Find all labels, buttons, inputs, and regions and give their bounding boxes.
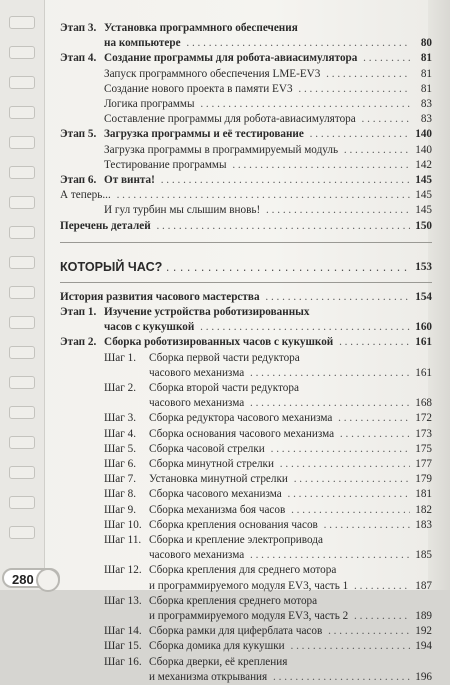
toc-page-number: 168 bbox=[415, 397, 432, 410]
toc-entry-title: Установка минутной стрелки bbox=[149, 473, 288, 486]
lego-stud-icon bbox=[9, 256, 35, 269]
page-number: 280 bbox=[12, 572, 34, 587]
toc-entry[interactable] bbox=[60, 624, 432, 639]
toc-entry[interactable] bbox=[60, 36, 432, 51]
toc-stage-label: Этап 6. bbox=[60, 174, 97, 186]
toc-entry[interactable] bbox=[60, 305, 432, 320]
toc-step-label: Шаг 13. bbox=[104, 594, 142, 607]
toc-entry-title: Перечень деталей bbox=[60, 219, 151, 232]
toc-entry-title: Создание нового проекта в памяти EV3 bbox=[104, 82, 293, 95]
toc-entry-title: на компьютере bbox=[104, 37, 181, 50]
toc-step-label: Шаг 3. bbox=[104, 412, 137, 425]
toc-entry[interactable] bbox=[60, 396, 432, 411]
toc-entry[interactable] bbox=[60, 503, 432, 518]
toc-step-label: Шаг 16. bbox=[104, 655, 142, 668]
lego-stud-icon bbox=[9, 346, 35, 359]
toc-page-number: 80 bbox=[420, 37, 432, 50]
toc-entry[interactable] bbox=[60, 82, 432, 97]
toc-page-number: 145 bbox=[415, 189, 432, 202]
toc-page-number: 189 bbox=[415, 610, 432, 622]
toc-entry-title: Сборка крепления для среднего мотора bbox=[149, 564, 337, 577]
toc-entry-title: Установка программного обеспечения bbox=[104, 22, 298, 34]
toc-page-number: 183 bbox=[415, 518, 432, 531]
toc-step-label: Шаг 11. bbox=[104, 534, 142, 546]
toc-step-label: Шаг 12. bbox=[104, 564, 142, 577]
toc-stage-label: Этап 4. bbox=[60, 52, 97, 65]
toc-entry-title: Сборка первой части редуктора bbox=[149, 351, 300, 364]
divider bbox=[60, 282, 432, 283]
toc-entry[interactable] bbox=[60, 594, 432, 609]
toc-page-number: 161 bbox=[415, 336, 432, 349]
toc-entry-title: Сборка рамки для циферблата часов bbox=[149, 625, 323, 638]
toc-step-label: Шаг 2. bbox=[104, 382, 137, 394]
toc-entry[interactable] bbox=[60, 21, 432, 36]
toc-entry[interactable] bbox=[60, 320, 432, 335]
toc-page-number: 177 bbox=[415, 458, 432, 470]
toc-page-number: 150 bbox=[415, 219, 432, 232]
toc-page-number: 81 bbox=[420, 67, 432, 80]
toc-stage-label: Этап 2. bbox=[60, 336, 97, 349]
toc-entry-title: Сборка дверки, её крепления bbox=[149, 655, 288, 668]
lego-stud-icon bbox=[9, 496, 35, 509]
toc-entry-title: часового механизма bbox=[149, 549, 245, 562]
lego-stud-icon bbox=[9, 466, 35, 479]
toc-step-label: Шаг 14. bbox=[104, 625, 142, 638]
toc-page-number: 140 bbox=[415, 143, 432, 156]
toc-entry-title: Сборка крепления основания часов bbox=[149, 518, 318, 531]
toc-entry-title: Сборка редуктора часового механизма bbox=[149, 412, 333, 425]
toc-entry-title: часового механизма bbox=[149, 366, 245, 379]
toc-entry[interactable] bbox=[60, 51, 432, 66]
toc-entry[interactable] bbox=[60, 442, 432, 457]
toc-entry[interactable] bbox=[60, 457, 432, 472]
toc-entry-title: Сборка механизма боя часов bbox=[149, 503, 286, 516]
toc-step-label: Шаг 5. bbox=[104, 442, 137, 455]
toc-entry-title: и программируемого модуля EV3, часть 1 bbox=[149, 579, 349, 592]
toc-entry[interactable] bbox=[60, 579, 432, 594]
toc-page-number: 142 bbox=[415, 158, 432, 171]
toc-entry-title: Составление программы для робота-авиасимулятора bbox=[104, 113, 356, 126]
toc-entry-title: История развития часового мастерства bbox=[60, 290, 260, 303]
toc-entry[interactable] bbox=[60, 335, 432, 350]
toc-entry[interactable] bbox=[60, 366, 432, 381]
toc-step-label: Шаг 7. bbox=[104, 473, 137, 486]
toc-entry[interactable] bbox=[60, 487, 432, 502]
toc-entry-title: Сборка роботизированных часов с кукушкой bbox=[104, 336, 334, 349]
toc-page-number: 161 bbox=[415, 366, 432, 379]
toc-entry[interactable] bbox=[60, 472, 432, 487]
toc-entry[interactable] bbox=[60, 381, 432, 396]
toc-page-number: 194 bbox=[415, 640, 432, 653]
lego-stud-icon bbox=[9, 376, 35, 389]
lego-stud-icon bbox=[9, 136, 35, 149]
toc-entry[interactable] bbox=[60, 127, 432, 142]
toc-entry[interactable] bbox=[60, 533, 432, 548]
toc-entry[interactable] bbox=[60, 563, 432, 578]
toc-entry-title: Сборка минутной стрелки bbox=[149, 458, 274, 470]
toc-entry-title: А теперь... bbox=[60, 189, 111, 202]
toc-entry[interactable] bbox=[60, 518, 432, 533]
toc-entry-title: Сборка основания часового механизма bbox=[149, 427, 335, 440]
toc-entry[interactable] bbox=[60, 290, 432, 305]
lego-stud-icon bbox=[9, 316, 35, 329]
toc-step-label: Шаг 6. bbox=[104, 458, 137, 470]
toc-entry-title: Создание программы для робота-авиасимулятора bbox=[104, 52, 358, 65]
toc-page-number: 181 bbox=[415, 488, 432, 501]
toc-entry-title: Логика программы bbox=[104, 98, 195, 110]
toc-entry-title: Тестирование программы bbox=[104, 158, 227, 171]
toc-page-number: 185 bbox=[415, 549, 432, 562]
toc-entry[interactable] bbox=[60, 609, 432, 624]
section-page-number: 153 bbox=[415, 260, 432, 273]
toc-page-number: 160 bbox=[415, 321, 432, 334]
toc-entry-title: Сборка и крепление электропривода bbox=[149, 534, 323, 546]
toc-entry-title: От винта! bbox=[104, 174, 155, 186]
toc-step-label: Шаг 15. bbox=[104, 640, 142, 653]
toc-page-number: 192 bbox=[415, 625, 432, 638]
toc-step-label: Шаг 8. bbox=[104, 488, 137, 501]
toc-entry-title: и механизма открывания bbox=[149, 670, 268, 683]
lego-stud-icon bbox=[9, 286, 35, 299]
toc-page-number: 182 bbox=[415, 503, 432, 516]
divider bbox=[60, 242, 432, 243]
toc-entry[interactable] bbox=[60, 427, 432, 442]
toc-page-number: 196 bbox=[415, 670, 432, 683]
lego-stud-icon bbox=[9, 106, 35, 119]
lego-stud-icon bbox=[9, 16, 35, 29]
toc-entry-title: И гул турбин мы слышим вновь! bbox=[104, 204, 261, 217]
toc-entry[interactable] bbox=[60, 219, 432, 234]
toc-entry[interactable] bbox=[60, 143, 432, 158]
section-title: КОТОРЫЙ ЧАС? bbox=[60, 259, 163, 274]
toc-entry[interactable] bbox=[60, 158, 432, 173]
toc-entry-title: и программируемого модуля EV3, часть 2 bbox=[149, 610, 349, 622]
lego-stud-icon bbox=[9, 196, 35, 209]
toc-page-number: 83 bbox=[420, 98, 432, 110]
toc-step-label: Шаг 1. bbox=[104, 351, 137, 364]
toc-entry-title: Сборка крепления среднего мотора bbox=[149, 594, 318, 607]
toc-entry[interactable] bbox=[60, 670, 432, 685]
toc-entry-title: часов с кукушкой bbox=[104, 321, 195, 334]
toc-page-number: 187 bbox=[415, 579, 432, 592]
toc-entry[interactable] bbox=[60, 173, 432, 188]
lego-stud-icon bbox=[9, 406, 35, 419]
toc-page-number: 172 bbox=[415, 412, 432, 425]
toc-page-number: 175 bbox=[415, 442, 432, 455]
toc-entry-title: часового механизма bbox=[149, 397, 245, 410]
toc-entry[interactable] bbox=[60, 67, 432, 82]
toc-entry-title: Сборка часового механизма bbox=[149, 488, 282, 501]
toc-step-label: Шаг 4. bbox=[104, 427, 137, 440]
toc-page-number: 179 bbox=[415, 473, 432, 486]
toc-entry[interactable] bbox=[60, 112, 432, 127]
toc-page-number: 145 bbox=[415, 204, 432, 217]
toc-entry[interactable] bbox=[60, 548, 432, 563]
toc-stage-label: Этап 5. bbox=[60, 128, 97, 141]
toc-step-label: Шаг 10. bbox=[104, 518, 142, 531]
toc-page-number: 154 bbox=[415, 290, 432, 303]
toc-stage-label: Этап 1. bbox=[60, 306, 97, 318]
toc-entry-title: Сборка второй части редуктора bbox=[149, 382, 299, 394]
toc-stage-label: Этап 3. bbox=[60, 22, 97, 34]
toc-entry-title: Загрузка программы и её тестирование bbox=[104, 128, 304, 141]
toc-entry[interactable] bbox=[60, 655, 432, 670]
badge-circle-icon bbox=[36, 568, 60, 592]
toc-entry[interactable] bbox=[60, 351, 432, 366]
lego-strip-decoration bbox=[0, 0, 45, 590]
toc-entry[interactable] bbox=[60, 411, 432, 426]
toc-entry[interactable] bbox=[60, 188, 432, 203]
lego-stud-icon bbox=[9, 76, 35, 89]
toc-page-number: 83 bbox=[420, 113, 432, 126]
toc-entry-title: Изучение устройства роботизированных bbox=[104, 306, 310, 318]
toc-entry-title: Запуск программного обеспечения LME-EV3 bbox=[104, 67, 321, 80]
toc-entry-title: Сборка домика для кукушки bbox=[149, 640, 285, 653]
toc-entry[interactable] bbox=[60, 639, 432, 654]
lego-stud-icon bbox=[9, 46, 35, 59]
toc-entry[interactable] bbox=[60, 203, 432, 218]
toc-step-label: Шаг 9. bbox=[104, 503, 137, 516]
lego-stud-icon bbox=[9, 226, 35, 239]
toc-page-number: 81 bbox=[420, 82, 432, 95]
lego-stud-icon bbox=[9, 436, 35, 449]
toc-page-number: 81 bbox=[420, 52, 432, 65]
lego-stud-icon bbox=[9, 526, 35, 539]
toc-page-number: 145 bbox=[415, 174, 432, 186]
toc-section-heading[interactable] bbox=[60, 258, 432, 276]
toc-entry-title: Сборка часовой стрелки bbox=[149, 442, 265, 455]
page-number-badge bbox=[2, 568, 60, 588]
toc-page-number: 140 bbox=[415, 128, 432, 141]
lego-stud-icon bbox=[9, 166, 35, 179]
toc-page-number: 173 bbox=[415, 427, 432, 440]
toc-entry[interactable] bbox=[60, 97, 432, 112]
toc-entry-title: Загрузка программы в программируемый модуль bbox=[104, 143, 339, 156]
